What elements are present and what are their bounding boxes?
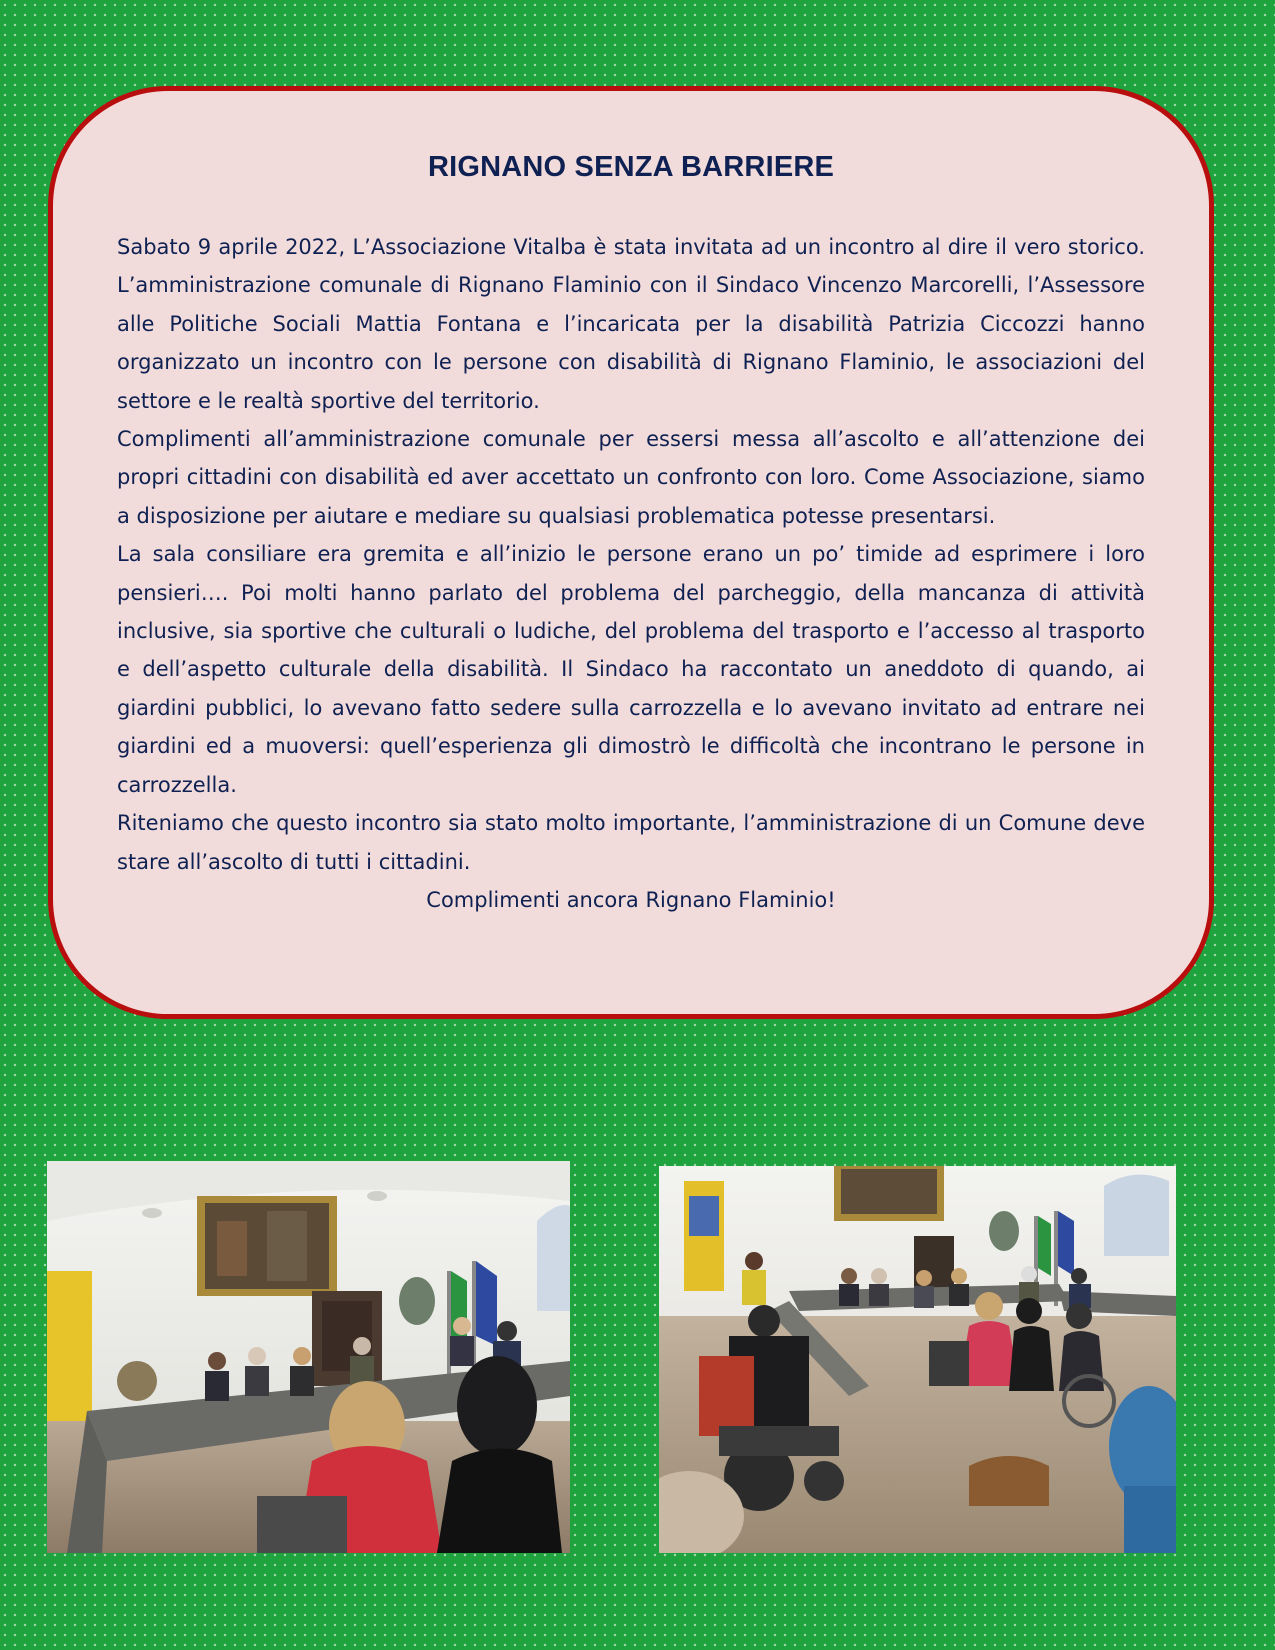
article-panel bbox=[48, 86, 1214, 1019]
article-paragraph: La sala consiliare era gremita e all’inizio le persone erano un po’ timide ad esprimere i loro pensieri…. Poi molti hanno parlato del problema del parcheggio, della mancanza di attività inclusive, sia sportive che culturali o ludiche, del problema del trasporto e l’accesso al trasporto e dell’aspetto culturale della disabilità. Il Sindaco ha raccontato un aneddoto di quando, ai giardini pubblici, lo avevano fatto sedere sulla carrozzella e lo avevano invitato ad entrare nei giardini ed a muoversi: quell’esperienza gli dimostrò le difficoltà che incontrano le persone in carrozzella. bbox=[117, 542, 1145, 797]
meeting-photo-right-image bbox=[659, 1166, 1176, 1553]
article-closing: Complimenti ancora Rignano Flaminio! bbox=[426, 887, 836, 912]
article-title: RIGNANO SENZA BARRIERE bbox=[427, 151, 835, 183]
article-paragraph: Riteniamo che questo incontro sia stato molto importante, l’amministrazione di un Comune deve stare all’ascolto di tutti i cittadini. bbox=[117, 811, 1145, 874]
meeting-photo-left-image bbox=[47, 1161, 570, 1553]
article-paragraph: Complimenti all’amministrazione comunale per essersi messa all’ascolto e all’attenzione dei propri cittadini con disabilità ed aver accettato un confronto con loro. Come Associazione, siamo a disposizione per aiutare e mediare su qualsiasi problematica potesse presentarsi. bbox=[117, 427, 1145, 528]
article-paragraph: Sabato 9 aprile 2022, L’Associazione Vitalba è stata invitata ad un incontro al dire il vero storico. L’amministrazione comunale di Rignano Flaminio con il Sindaco Vincenzo Marcorelli, l’Assessore alle Politiche Sociali Mattia Fontana e l’incaricata per la disabilità Patrizia Ciccozzi hanno organizzato un incontro con le persone con disabilità di Rignano Flaminio, le associazioni del settore e le realtà sportive del territorio. bbox=[117, 235, 1145, 413]
meeting-photo-right bbox=[659, 1166, 1176, 1553]
meeting-photo-left bbox=[47, 1161, 570, 1553]
